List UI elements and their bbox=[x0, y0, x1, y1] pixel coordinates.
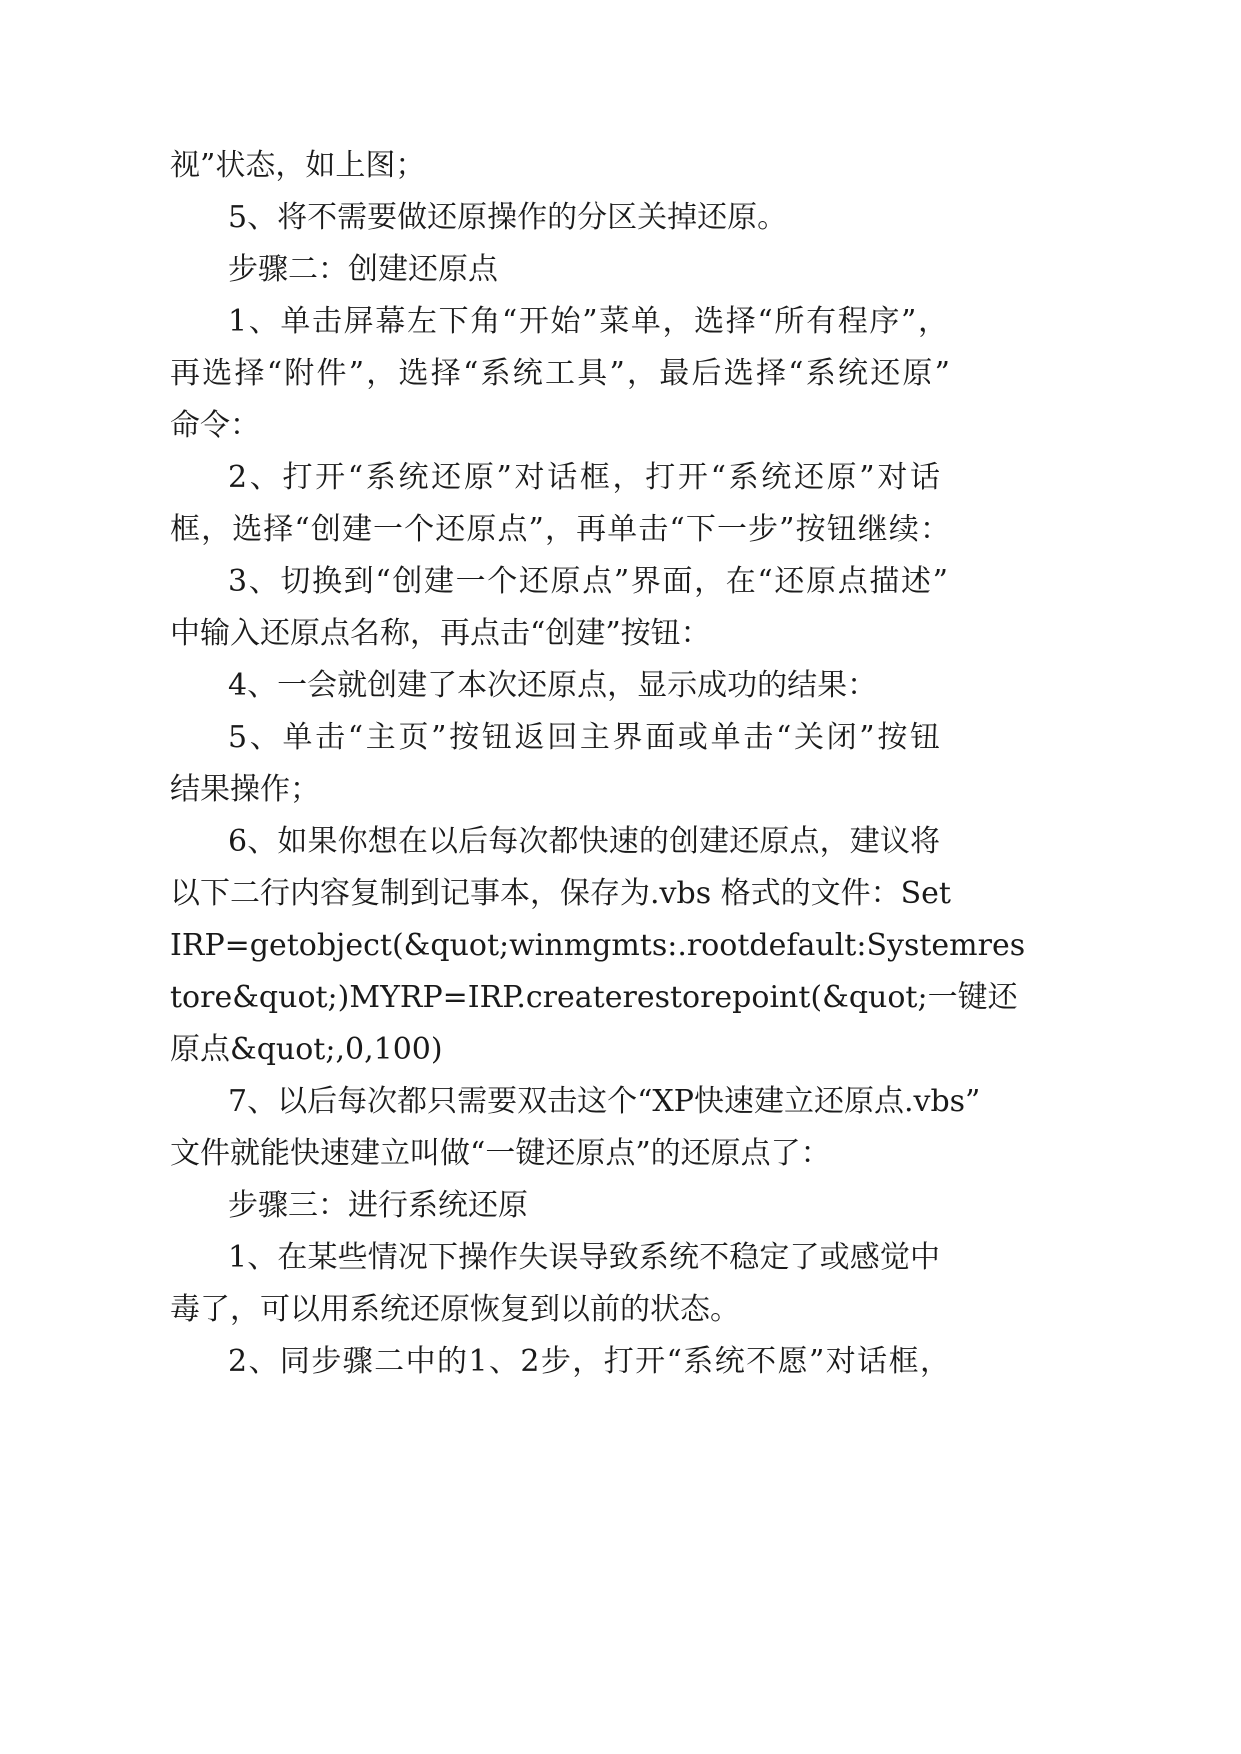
text-line: 2、打开“系统还原”对话框，打开“系统还原”对话 bbox=[228, 460, 940, 495]
text-line: 命令： bbox=[170, 408, 260, 443]
text-line: 视”状态，如上图； bbox=[170, 148, 426, 183]
text-line: 1、在某些情况下操作失误导致系统不稳定了或感觉中 bbox=[228, 1240, 940, 1275]
text-line: 框，选择“创建一个还原点”，再单击“下一步”按钮继续： bbox=[170, 512, 950, 547]
text-line: 文件就能快速建立叫做“一键还原点”的还原点了： bbox=[170, 1136, 831, 1171]
section-heading: 步骤二：创建还原点 bbox=[228, 252, 498, 287]
text-line: IRP=getobject(&quot;winmgmts:.rootdefault:Systemres bbox=[170, 928, 1026, 963]
text-line: 结果操作； bbox=[170, 772, 320, 807]
text-line: tore&quot;)MYRP=IRP.createrestorepoint(&quot;一键还 bbox=[170, 980, 1018, 1015]
text-line: 中输入还原点名称，再点击“创建”按钮： bbox=[170, 616, 711, 651]
text-line: 再选择“附件”，选择“系统工具”，最后选择“系统还原” bbox=[170, 356, 950, 391]
text-line: 5、将不需要做还原操作的分区关掉还原。 bbox=[228, 200, 788, 235]
text-line: 毒了，可以用系统还原恢复到以前的状态。 bbox=[170, 1292, 740, 1327]
text-line: 6、如果你想在以后每次都快速的创建还原点，建议将 bbox=[228, 824, 940, 859]
text-line: 3、切换到“创建一个还原点”界面，在“还原点描述” bbox=[228, 564, 948, 599]
text-line: 以下二行内容复制到记事本，保存为.vbs 格式的文件：Set bbox=[170, 876, 951, 911]
section-heading: 步骤三：进行系统还原 bbox=[228, 1188, 528, 1223]
text-line: 2、同步骤二中的1、2步，打开“系统不愿”对话框， bbox=[228, 1344, 950, 1379]
text-line: 4、一会就创建了本次还原点，显示成功的结果： bbox=[228, 668, 878, 703]
text-line: 原点&quot;,0,100) bbox=[170, 1032, 443, 1067]
text-line: 5、单击“主页”按钮返回主界面或单击“关闭”按钮 bbox=[228, 720, 940, 755]
text-line: 7、以后每次都只需要双击这个“XP快速建立还原点.vbs” bbox=[228, 1084, 981, 1119]
text-line: 1、单击屏幕左下角“开始”菜单，选择“所有程序”， bbox=[228, 304, 948, 339]
